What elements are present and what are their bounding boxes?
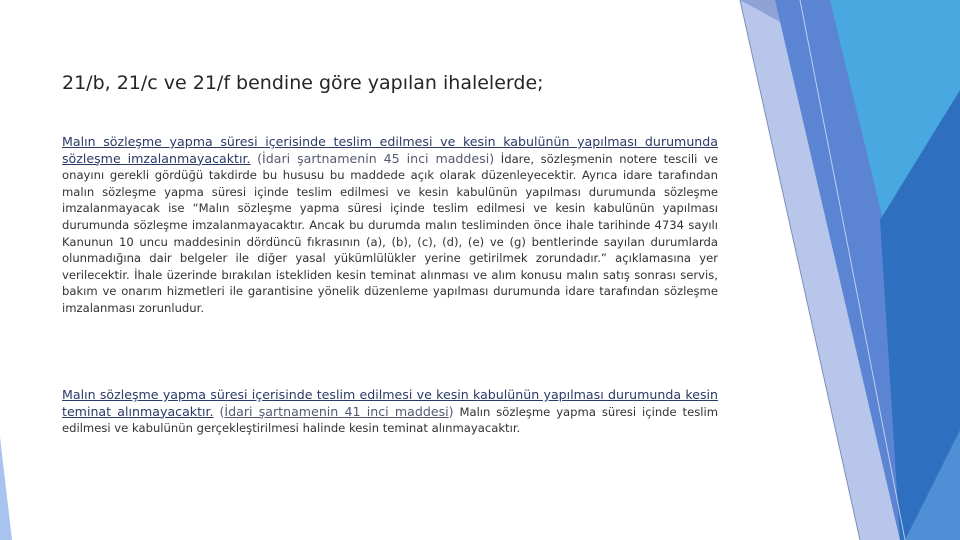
slide-title: 21/b, 21/c ve 21/f bendine göre yapılan ihalelerde; [62,72,544,94]
reference-link[interactable]: İdari şartnamenin 41 inci maddesi [224,403,449,419]
paragraph-2-lead: Malın sözleşme yapma süresi içerisinde teslim edilmesi ve kesin kabulünün yapılması durumunda kesin teminat alınmayacaktır. [62,387,718,419]
paragraph-2-body: Malın sözleşme yapma süresi içinde teslim edilmesi ve kabulünün gerçekleştirilmesi halinde kesin teminat alınmayacaktır. [62,404,719,436]
paragraph-2 [62,387,718,437]
paragraph-2-reference [219,404,453,419]
left-corner-triangle [0,437,12,540]
reference-close-paren: ) [448,403,454,419]
paragraph-1-lead: Malın sözleşme yapma süresi içerisinde teslim edilmesi ve kesin kabulünün yapılması durumunda sözleşme imzalanmayacaktır. [62,134,718,166]
paragraph-1-reference: (İdari şartnamenin 45 inci maddesi) [257,150,495,166]
paragraph-1 [62,134,718,317]
reference-open-paren: ( [219,403,225,419]
paragraph-1-body: İdare, sözleşmenin notere tescili ve onayını gerekli gördüğü takdirde bu hususu bu maddede açık olarak düzenleyecektir. Ayrıca idare tarafından malın sözleşme yapma süresi içinde teslim edilmesi ve kesin kabulünün yapılması durumunda sözleşme imzalanmayacak ise “Malın sözleşme yapma süresi içinde teslim edilmesi ve kesin kabulünün yapılması durumunda sözleşme imzalanmayacaktır. Ancak bu durumda malın tesliminden önce ihale tarihinde 4734 sayılı Kanunun 10 uncu maddesinin dördüncü fıkrasının (a), (b), (c), (d), (e) ve (g) bentlerinde sayılan durumlarda olunmadığına dair belgeler ile diğer yasal yükümlülükler yerine getirilmek zorundadır.” açıklamasına yer verilecektir. İhale üzerinde bırakılan istekliden kesin teminat alınması ve alım konusu malın satış sonrası servis, bakım ve onarım hizmetleri ile garantisine yönelik düzenleme yapılması durumunda idare tarafından sözleşme imzalanması zorunludur. [62,151,719,315]
